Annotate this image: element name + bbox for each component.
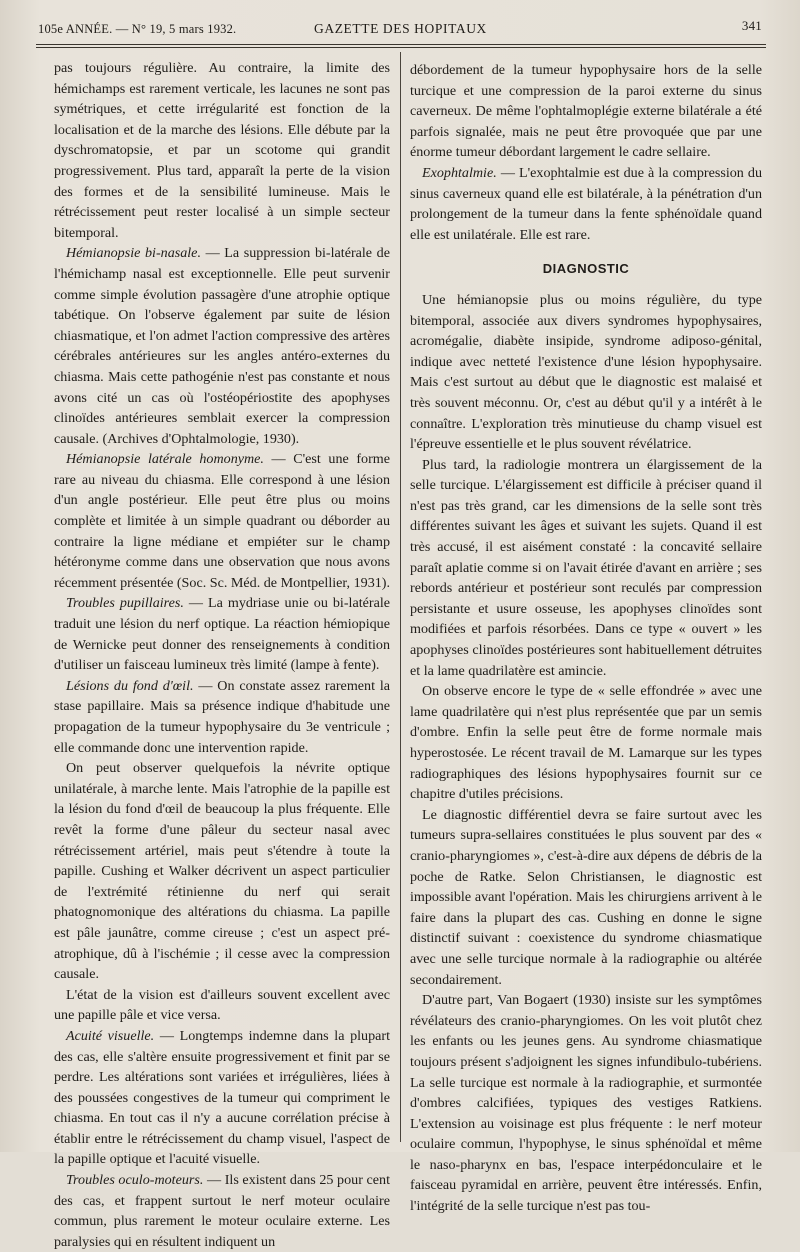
right-column [410,60,762,1217]
paragraph [54,449,390,593]
paragraph-text: pas toujours régulière. Au contraire, la limite des hémichamps est rarement verticale, les lacunes ne sont pas symétriques, et cette irrégularité est fonction de la localisation et de la marche des lésions. Elle débute par la dyschromatopsie, et par un scotome qui grandit progressivement. Plus tard, apparaît la perte de la vision des formes et de la sensibilité lumineuse. Mais le rétrécissement peut rester localisé à un simple secteur bitemporal. [54,60,390,241]
paragraph-text: — On constate assez rarement la stase papillaire. Mais sa présence indique d'habitude une propagation de la tumeur hypophysaire du 3e ventricule ; elle commande donc une intervention rapide. [54,677,390,756]
right-column-top [410,60,762,245]
page-header [38,18,762,40]
paragraph [54,676,390,758]
paragraph-text: L'état de la vision est d'ailleurs souvent excellent avec une papille pâle et vice versa. [54,986,390,1024]
paragraph-text: débordement de la tumeur hypophysaire hors de la selle turcique et une compression de la paroi externe du sinus caverneux. De même l'ophtalmoplégie externe bilatérale a été parfois signalée, mais ne peut être provoquée que par une énorme tumeur débordant largement le cadre sellaire. [410,62,762,161]
paragraph-subhead: Troubles oculo-moteurs. [66,1172,204,1189]
paragraph-text: On observe encore le type de « selle effondrée » avec une lame quadrilatère qui n'est plus représentée que par un semis d'ombre. Enfin la selle peut être de forme normale mais hyperostosée. Le récent travail de M. Lamarque sur les types radiographiques des lésions hypophysaires fournit sur ce chapitre d'utiles précisions. [410,683,762,803]
paragraph-subhead: Troubles pupillaires. [66,595,184,612]
paragraph-text: — Ils existent dans 25 pour cent des cas, et frappent surtout le nerf moteur oculaire commun, plus rarement le moteur oculaire externe. Les paralysies qui en résultent indiquent un [54,1172,390,1250]
paragraph [54,1026,390,1170]
column-divider [400,52,401,1142]
page-number: 341 [741,18,762,33]
paragraph-text: — C'est une forme rare au niveau du chiasma. Elle correspond à une lésion d'un angle postérieur. Elle peut être plus ou moins complète et limitée à un simple quadrant ou déborder au contraire la ligne médiane et empiéter sur le champ hétéronyme comme dans une observation que nous avons récemment présentée (Soc. Sc. Méd. de Montpellier, 1931). [54,451,391,591]
paragraph-subhead: Exophtalmie. [422,164,497,181]
paragraph-subhead: Acuité visuelle. [66,1027,155,1044]
paragraph [410,60,762,163]
paragraph [410,805,762,990]
issue-info: 105e ANNÉE. — N° 19, 5 mars 1932. [38,22,237,36]
paragraph-text: Le diagnostic différentiel devra se faire surtout avec les tumeurs supra-sellaires constituées le plus souvent par des « cranio-pharyngiomes », c'est-à-dire aux dépens de débris de la poche de Ratke. Selon Christiansen, le diagnostic est impossible avant l'opération. Mais les chirurgiens arrivent à le faire dans la plupart des cas. Cushing en donne le signe distinctif suivant : coexistence du syndrome chiasmatique avec une selle turcique normale à la radiographie ou altérée secondairement. [410,806,762,988]
paragraph-text: — Longtemps indemne dans la plupart des cas, elle s'altère ensuite progressivement et finit par se perdre. Les altérations sont variées et irrégulières, liées à des poussées congestives de la tumeur qui compriment le chiasma. En tout cas il n'y a aucune corrélation précise à établir entre le rétrécissement du champ visuel, l'aspect de la papille optique et l'acuité visuelle. [54,1027,391,1168]
paragraph [54,243,390,449]
paragraph-text: Plus tard, la radiologie montrera un élargissement de la selle turcique. L'élargissement est difficile à préciser quand il n'est pas très grand, car les dimensions de la selle sont très différentes suivant les âges et suivant les sujets. Quand il est très accusé, il est aisément constaté : la concavité sellaire paraît aplatie comme si on l'avait étirée d'avant en arrière ; ses rebords antérieur et postérieur sont reculés par compression persistante et usure osseuse, les apophyses clinoïdes sont modifiées et parfois résorbées. Dans ce type « ouvert » les apophyses clinoïdes postérieures sont habituellement détruites et la lame quadrilatère est amincie. [410,456,762,679]
paragraph-text: — La suppression bi-latérale de l'hémichamp nasal est exceptionnelle. Elle peut survenir comme simple évolution passagère d'une atrophie optique tabétique. On l'observe également par suite de lésion chiasmatique, et l'on admet l'action compressive des artères cérébrales antérieures sur les angles antéro-externes du chiasma. Mais cette pathogénie n'est pas constante et nous avons cité un cas où l'ostéopériostite des apophyses clinoïdes antérieures semblait exercer la compression causale. (Archives d'Ophtalmologie, 1930). [54,245,390,447]
paragraph [54,758,390,985]
paragraph-subhead: Hémianopsie latérale homonyme. [66,451,264,468]
paragraph [410,290,762,455]
paragraph [410,163,762,245]
paragraph [410,455,762,682]
header-rule [36,44,766,45]
paragraph-text: Une hémianopsie plus ou moins régulière, du type bitemporal, associée aux divers syndromes hypophysaires, acromégalie, diabète insipide, syndrome adiposo-génital, indique avec netteté l'existence d'une lésion hypophysaire. Mais c'est surtout au début que le diagnostic est malaisé et très souvent méconnu. Or, c'est au début qu'il y a intérêt à le connaître. L'exploration très minutieuse du champ visuel est l'épreuve essentielle et le plus souvent révélatrice. [410,291,762,453]
paragraph-text: On peut observer quelquefois la névrite optique unilatérale, à marche lente. Mais l'atrophie de la papille est la lésion du fond d'œil de beaucoup la plus fréquente. Elle revêt la forme d'une pâleur du secteur nasal avec rétrécissement artériel, mais peut s'étendre à toute la papille. Cushing et Walker décrivent un aspect particulier de l'extrémité rétinienne du nerf qui serait phatognomonique des altérations du chiasma. La papille est pâle jaunâtre, comme cireuse ; c'est un aspect pré-atrophique, dû à l'ischémie ; il cesse avec la compression causale. [54,760,390,983]
paragraph-subhead: Hémianopsie bi-nasale. [66,245,201,262]
paragraph-text: — La mydriase unie ou bi-latérale traduit une lésion du nerf optique. La réaction hémiopique de Wernicke peut donner des renseignements à condition d'utiliser un faisceau lumineux très limité (lampe à fente). [54,595,390,674]
journal-title: GAZETTE DES HOPITAUX [314,21,487,36]
section-title: DIAGNOSTIC [542,261,630,277]
header-rule-double [36,47,766,48]
paragraph [54,1170,390,1252]
paragraph [54,58,390,243]
paragraph-text: — L'exophtalmie est due à la compression du sinus caverneux quand elle est bilatérale, à la pénétration d'un prolongement de la tumeur dans la fente sphénoïdale quand elle est unilatérale. Elle est rare. [410,164,762,243]
paragraph [410,681,762,805]
paragraph [54,593,390,675]
paragraph-subhead: Lésions du fond d'œil. [66,677,194,694]
left-column [54,58,390,1252]
paragraph [54,985,390,1026]
paragraph [410,990,762,1217]
right-column-bottom [410,290,762,1217]
paragraph-text: D'autre part, Van Bogaert (1930) insiste sur les symptômes révélateurs des cranio-pharyngiomes. On les voit plutôt chez les enfants ou les jeunes gens. Au syndrome chiasmatique toujours présent s'adjoignent les signes infundibulo-tubériens. La selle turcique est normale à la radiographie, et surmontée d'ombres calcifiées, typiques des vestiges Ratkiens. L'extension au voisinage est plus fréquente : le nerf moteur oculaire commun, l'hypophyse, le sinus sphénoïdal et même le naso-pharynx en bas, l'espace interpédonculaire et le faisceau pyramidal en arrière, peuvent être intéressés. Enfin, l'intégrité de la selle turcique n'est pas tou- [410,992,762,1215]
